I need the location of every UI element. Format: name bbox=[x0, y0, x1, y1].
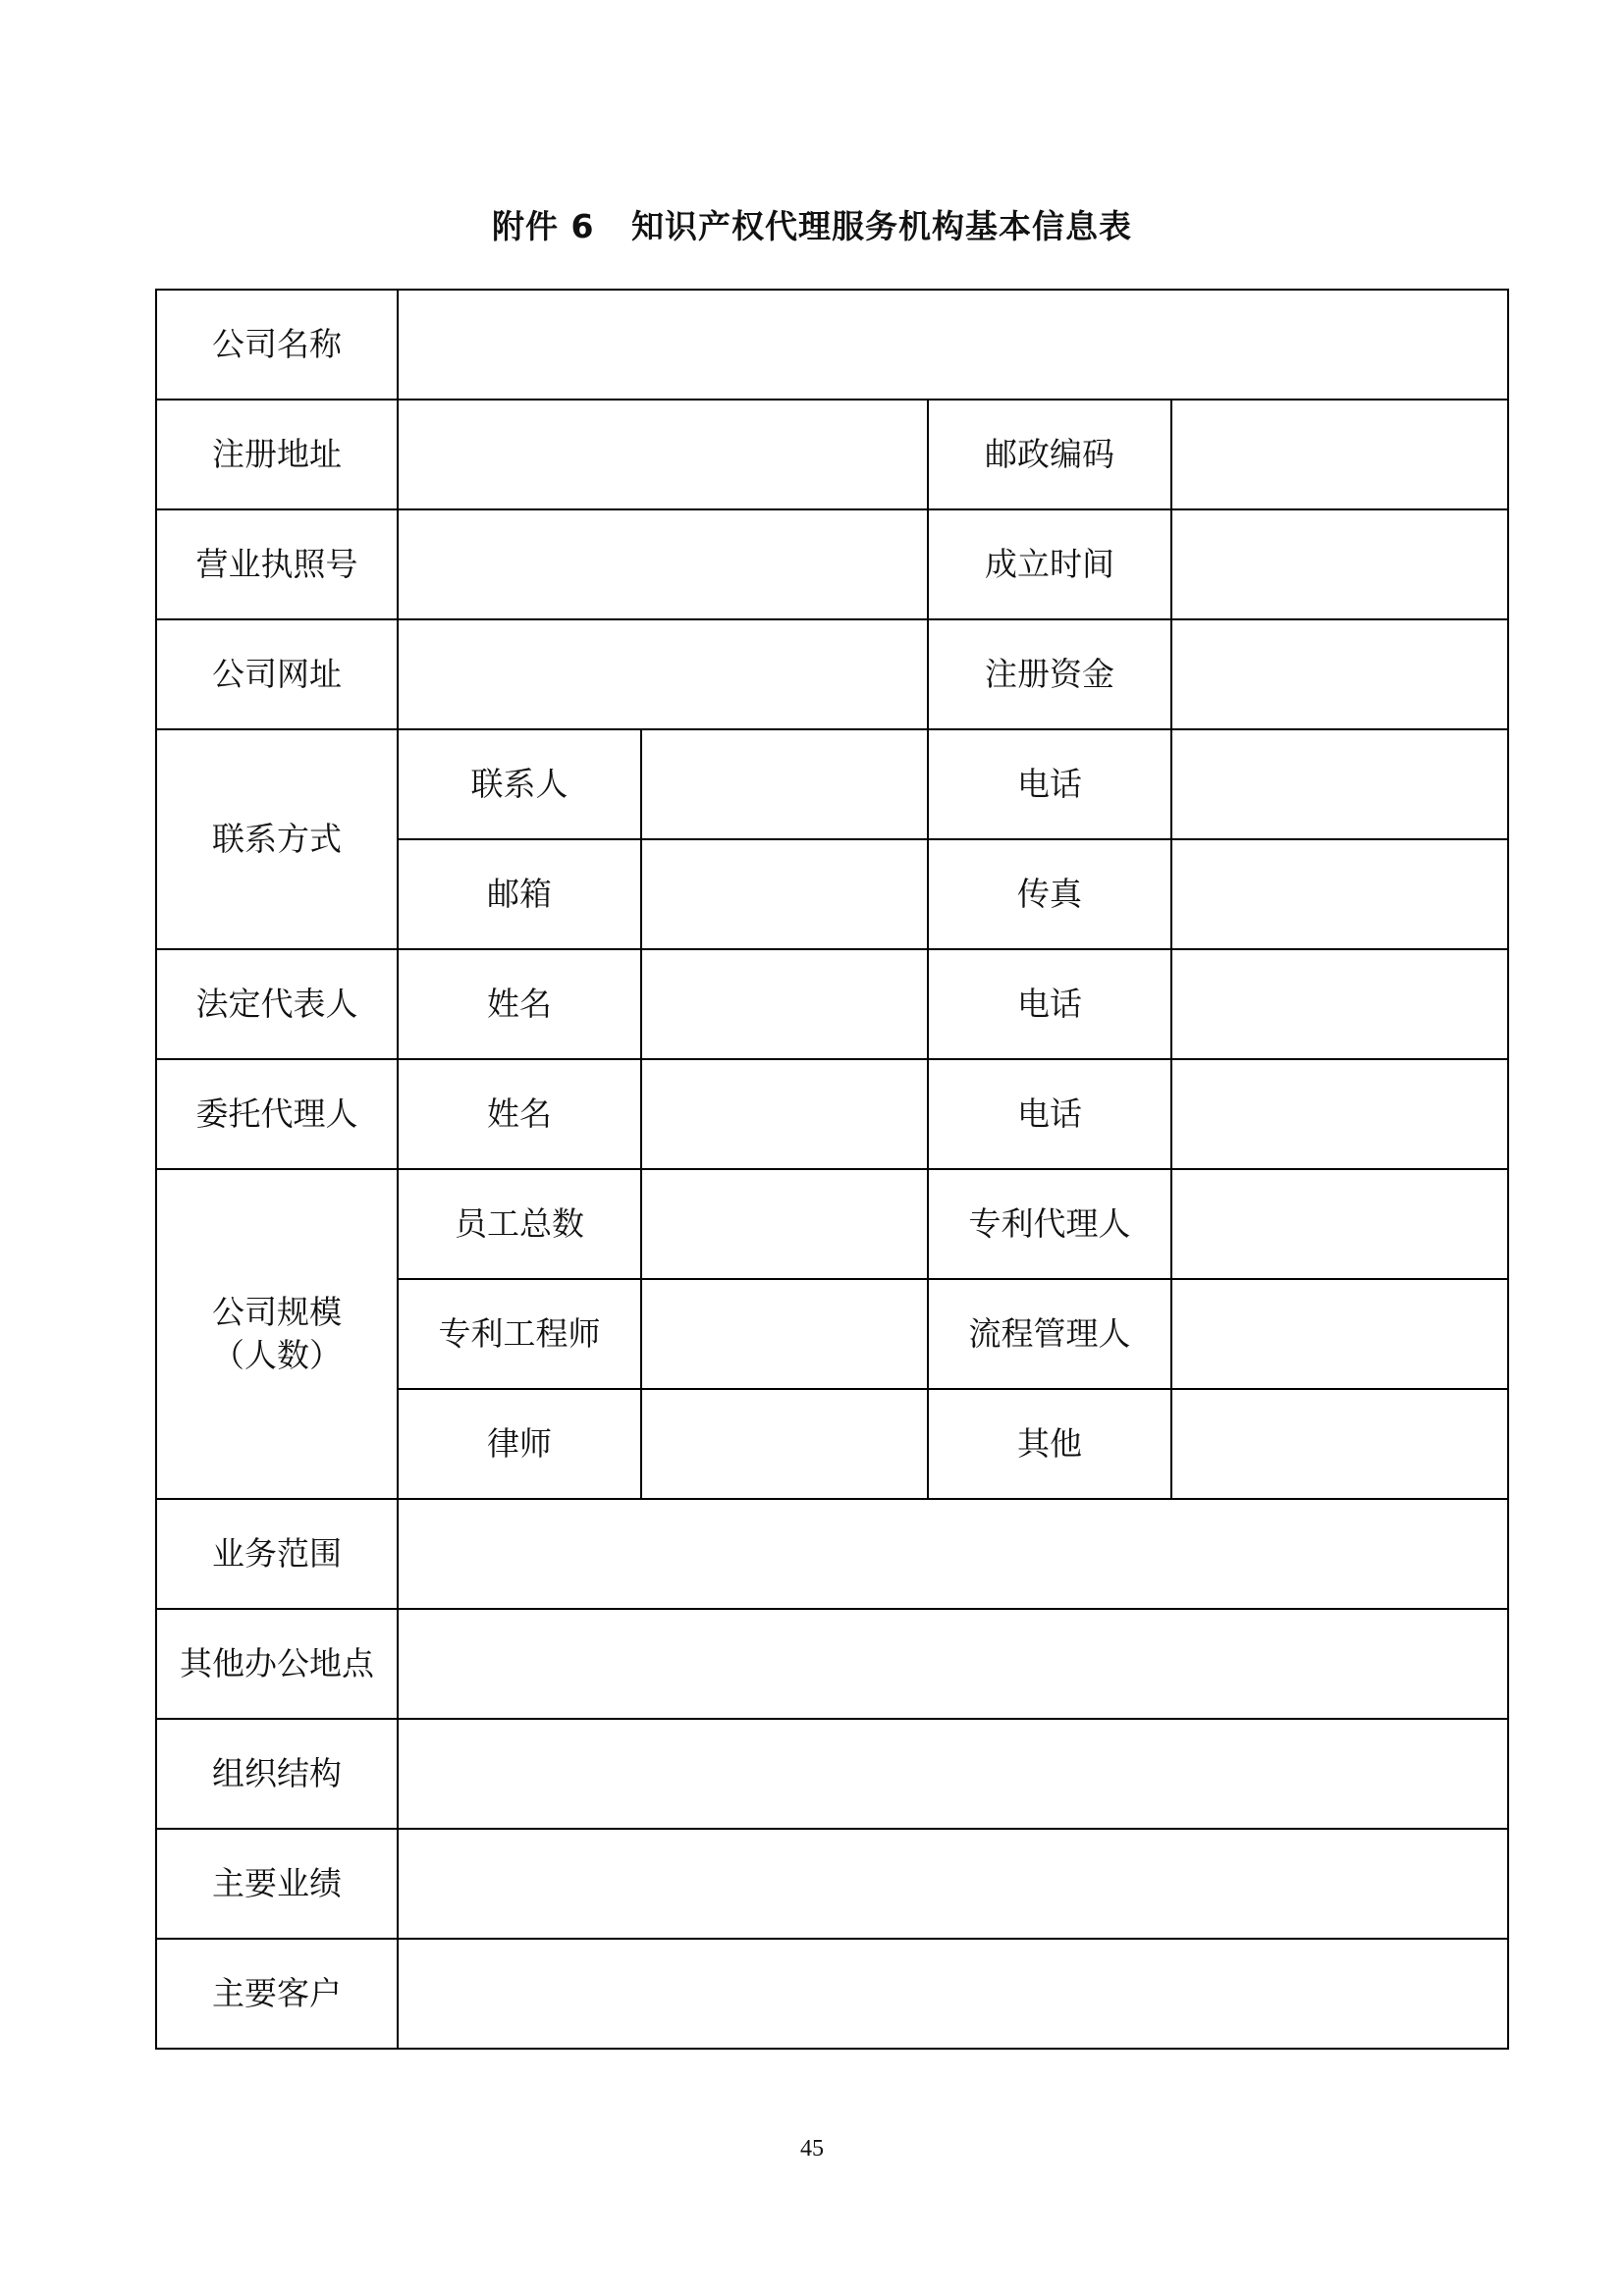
label-legal-representative: 法定代表人 bbox=[156, 949, 398, 1059]
label-organization-structure: 组织结构 bbox=[156, 1719, 398, 1829]
row-company-website bbox=[156, 619, 1508, 729]
label-established-date: 成立时间 bbox=[928, 509, 1171, 619]
field-contact-phone[interactable] bbox=[1171, 729, 1508, 839]
label-company-scale-line1: 公司规模 bbox=[212, 1293, 342, 1331]
info-form-table bbox=[155, 289, 1509, 2050]
row-authorized-agent bbox=[156, 1059, 1508, 1169]
label-contact-person: 联系人 bbox=[398, 729, 641, 839]
label-others: 其他 bbox=[928, 1389, 1171, 1499]
field-postal-code[interactable] bbox=[1171, 400, 1508, 509]
field-email[interactable] bbox=[641, 839, 928, 949]
row-contact-1 bbox=[156, 729, 1508, 839]
field-agent-name[interactable] bbox=[641, 1059, 928, 1169]
label-contact-method: 联系方式 bbox=[156, 729, 398, 949]
row-business-scope bbox=[156, 1499, 1508, 1609]
label-agent-name: 姓名 bbox=[398, 1059, 641, 1169]
field-other-offices[interactable] bbox=[398, 1609, 1508, 1719]
label-fax: 传真 bbox=[928, 839, 1171, 949]
field-company-website[interactable] bbox=[398, 619, 928, 729]
label-postal-code: 邮政编码 bbox=[928, 400, 1171, 509]
field-organization-structure[interactable] bbox=[398, 1719, 1508, 1829]
label-registered-capital: 注册资金 bbox=[928, 619, 1171, 729]
field-fax[interactable] bbox=[1171, 839, 1508, 949]
row-registered-address bbox=[156, 400, 1508, 509]
row-legal-representative bbox=[156, 949, 1508, 1059]
label-patent-engineers: 专利工程师 bbox=[398, 1279, 641, 1389]
label-company-scale-line2: （人数） bbox=[212, 1336, 342, 1374]
field-contact-person[interactable] bbox=[641, 729, 928, 839]
label-contact-phone: 电话 bbox=[928, 729, 1171, 839]
field-main-achievements[interactable] bbox=[398, 1829, 1508, 1939]
field-main-clients[interactable] bbox=[398, 1939, 1508, 2049]
field-lawyers[interactable] bbox=[641, 1389, 928, 1499]
field-legal-rep-name[interactable] bbox=[641, 949, 928, 1059]
field-business-scope[interactable] bbox=[398, 1499, 1508, 1609]
label-other-offices: 其他办公地点 bbox=[156, 1609, 398, 1719]
field-patent-engineers[interactable] bbox=[641, 1279, 928, 1389]
label-business-license-no: 营业执照号 bbox=[156, 509, 398, 619]
field-registered-capital[interactable] bbox=[1171, 619, 1508, 729]
page-number: 45 bbox=[800, 2136, 824, 2162]
label-patent-agents: 专利代理人 bbox=[928, 1169, 1171, 1279]
field-company-name[interactable] bbox=[398, 290, 1508, 400]
label-agent-phone: 电话 bbox=[928, 1059, 1171, 1169]
label-company-website: 公司网址 bbox=[156, 619, 398, 729]
row-business-license bbox=[156, 509, 1508, 619]
label-email: 邮箱 bbox=[398, 839, 641, 949]
label-lawyers: 律师 bbox=[398, 1389, 641, 1499]
row-scale-1 bbox=[156, 1169, 1508, 1279]
label-company-name: 公司名称 bbox=[156, 290, 398, 400]
row-organization-structure bbox=[156, 1719, 1508, 1829]
label-process-managers: 流程管理人 bbox=[928, 1279, 1171, 1389]
row-main-achievements bbox=[156, 1829, 1508, 1939]
document-title: 附件 6 知识产权代理服务机构基本信息表 bbox=[492, 207, 1132, 245]
field-agent-phone[interactable] bbox=[1171, 1059, 1508, 1169]
label-business-scope: 业务范围 bbox=[156, 1499, 398, 1609]
label-total-employees: 员工总数 bbox=[398, 1169, 641, 1279]
label-registered-address: 注册地址 bbox=[156, 400, 398, 509]
label-authorized-agent: 委托代理人 bbox=[156, 1059, 398, 1169]
row-company-name bbox=[156, 290, 1508, 400]
field-established-date[interactable] bbox=[1171, 509, 1508, 619]
field-total-employees[interactable] bbox=[641, 1169, 928, 1279]
label-legal-rep-name: 姓名 bbox=[398, 949, 641, 1059]
row-other-offices bbox=[156, 1609, 1508, 1719]
label-legal-rep-phone: 电话 bbox=[928, 949, 1171, 1059]
label-main-achievements: 主要业绩 bbox=[156, 1829, 398, 1939]
label-company-scale bbox=[156, 1169, 398, 1499]
row-main-clients bbox=[156, 1939, 1508, 2049]
field-business-license-no[interactable] bbox=[398, 509, 928, 619]
field-patent-agents[interactable] bbox=[1171, 1169, 1508, 1279]
field-others[interactable] bbox=[1171, 1389, 1508, 1499]
field-legal-rep-phone[interactable] bbox=[1171, 949, 1508, 1059]
label-main-clients: 主要客户 bbox=[156, 1939, 398, 2049]
field-registered-address[interactable] bbox=[398, 400, 928, 509]
field-process-managers[interactable] bbox=[1171, 1279, 1508, 1389]
